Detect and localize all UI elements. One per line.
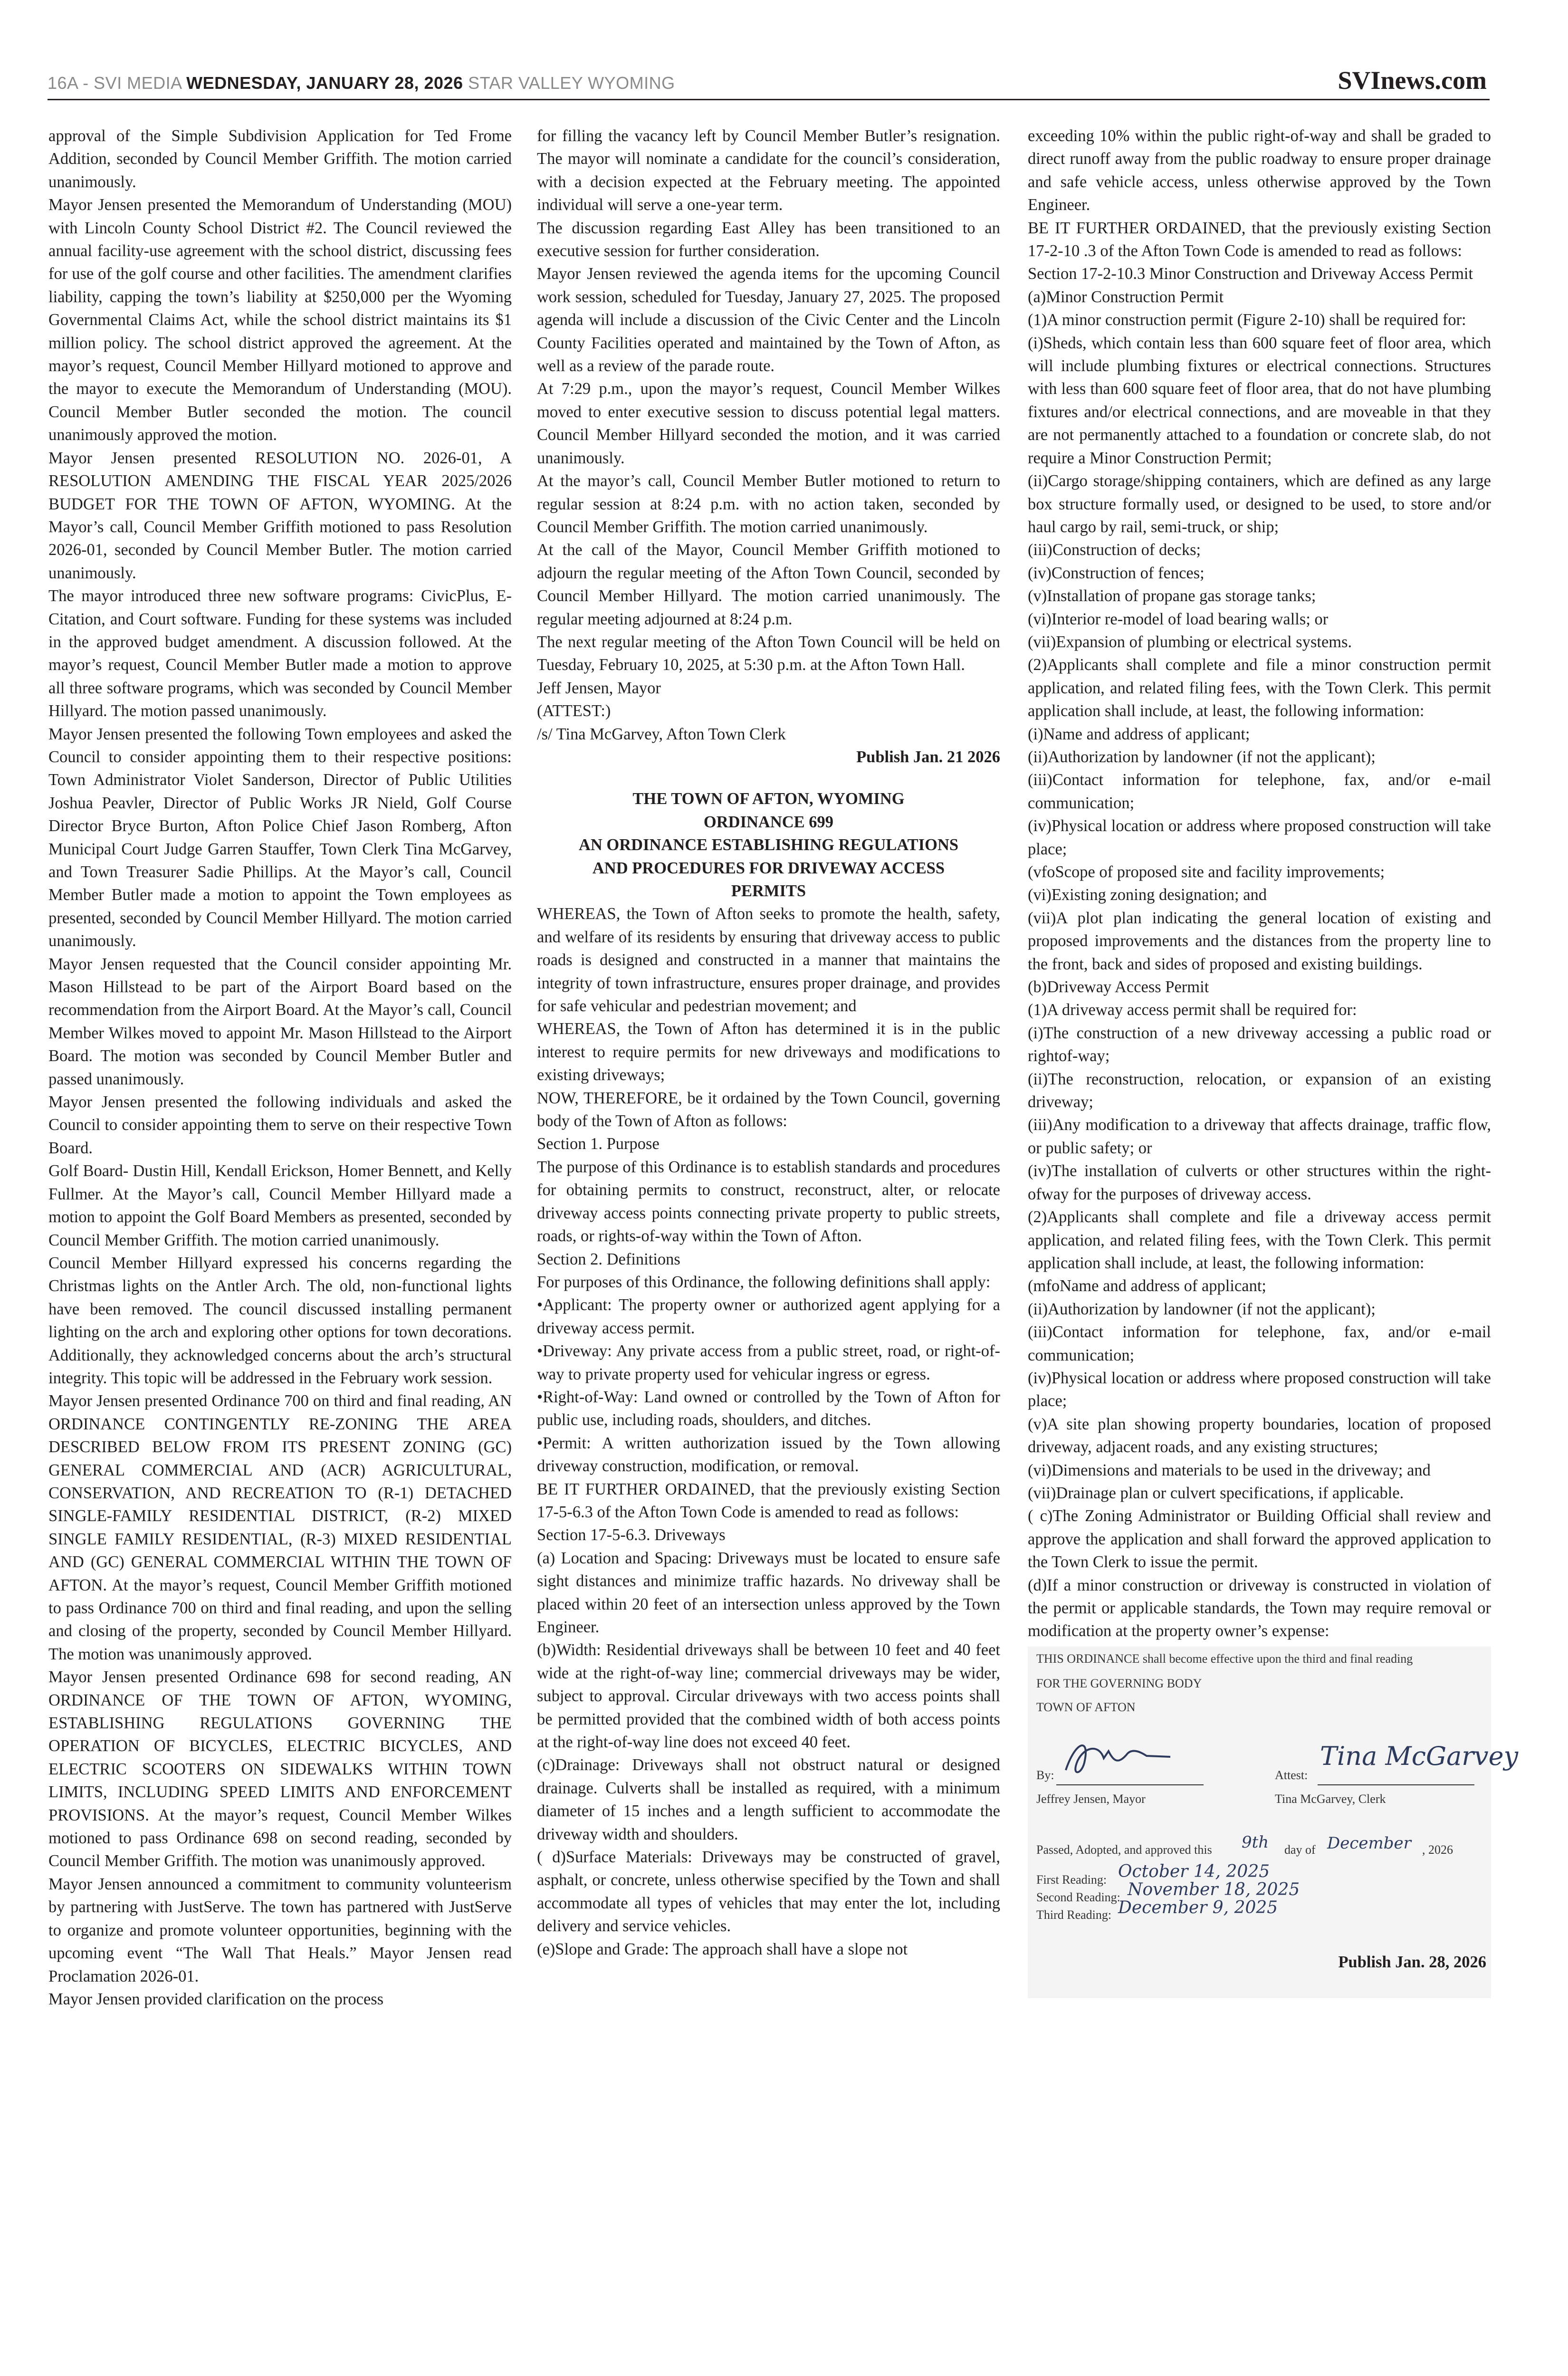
list-item: (iv)Construction of fences; [1028,564,1205,582]
third-reading-label: Third Reading: [1036,1907,1112,1922]
section-title: Section 17-2-10.3 Minor Construction and Driveway Access Permit [1028,265,1473,283]
third-reading-date: December 9, 2025 [1118,1897,1278,1917]
paragraph: (e)Slope and Grade: The approach shall have a slope not [537,1940,908,1958]
paragraph: NOW, THEREFORE, be it ordained by the Town Council, governing body of the Town of Afton as follows: [537,1089,1000,1131]
section-title: Section 17-5-6.3. Driveways [537,1526,726,1544]
paragraph: The mayor introduced three new software programs: CivicPlus, E-Citation, and Court software. Funding for these systems was included in the approved budget amendment. A discussion followed. At the mayor’s request, Council Member Butler made a motion to approve all three software programs, which was seconded by Council Member Hillyard. The motion passed unanimously. [48,587,512,720]
definition-item: •Driveway: Any private access from a public street, road, or right-of-way to private property used for vehicular ingress or egress. [537,1342,1000,1383]
publish-notice: Publish Jan. 28, 2026 [1338,1953,1486,1971]
paragraph: Mayor Jensen presented the following Town employees and asked the Council to consider appointing them to their respective positions: Town Administrator Violet Sanderson, Director of Public Utilities Joshua Peavler, Director of Public Works JR Nield, Golf Course Director Bryce Burton, Afton Police Chief Jason Romberg, Afton Municipal Court Judge Garren Stauffer, Town Clerk Tina McGarvey, and Town Treasurer Sadie Phillips. At the Mayor’s call, Council Member Butler made a motion to appoint the Town employees as presented, seconded by Council Member Hillyard. The motion carried unanimously. [48,725,512,950]
heading-line: THE TOWN OF AFTON, WYOMING [632,790,905,808]
paragraph: Mayor Jensen requested that the Council consider appointing Mr. Mason Hillstead to be part of the Airport Board based on the recommendation from the Airport Board. At the Mayor’s call, Council Member Wilkes moved to appoint Mr. Mason Hillstead to the Airport Board. The motion was seconded by Council Member Butler and passed unanimously. [48,955,512,1088]
town-label: TOWN OF AFTON [1036,1700,1136,1714]
paragraph: for filling the vacancy left by Council Member Butler’s resignation. The mayor will nominate a candidate for the council’s consideration, with a decision expected at the February meeting. The appointed individual will serve a one-year term. [537,127,1000,214]
clerk-line: /s/ Tina McGarvey, Afton Town Clerk [537,725,786,743]
list-item: (vfoScope of proposed site and facility improvements; [1028,863,1385,881]
list-item: (vi)Dimensions and materials to be used in the driveway; and [1028,1461,1431,1479]
list-item: (vi)Interior re-model of load bearing walls; or [1028,610,1329,628]
section-title: Section 1. Purpose [537,1135,660,1153]
paragraph: (2)Applicants shall complete and file a driveway access permit application, and related filing fees, with the Town Clerk. This permit application shall include, at least, the following information: [1028,1208,1491,1272]
paragraph: (b)Width: Residential driveways shall be between 10 feet and 40 feet wide at the right-of-way line; commercial driveways may be wider, subject to approval. Circular driveways with two access points shall be permitted provided that the combined width of both access points at the right-of-way line does not exceed 40 feet. [537,1641,1000,1752]
paragraph: Golf Board- Dustin Hill, Kendall Erickson, Homer Bennett, and Kelly Fullmer. At the Mayor’s call, Council Member Hillyard made a motion to appoint the Golf Board Members as presented, seconded by Council Member Griffith. The motion carried unanimously. [48,1162,512,1249]
publish-notice: Publish Jan. 21 2026 [856,747,1000,766]
attest-label: Attest: [1275,1768,1308,1782]
paragraph: The purpose of this Ordinance is to establish standards and procedures for obtaining permits to construct, reconstruct, alter, or relocate driveway access points connecting private property to public streets, roads, or rights-of-way within the Town of Afton. [537,1158,1000,1245]
signature-block [1028,1647,1519,1998]
signer-line: Jeff Jensen, Mayor [537,679,661,697]
paragraph: Mayor Jensen provided clarification on the process [48,1990,384,2008]
list-item: (mfoName and address of applicant; [1028,1277,1266,1295]
passed-day: 9th [1242,1832,1269,1852]
effective-clause: THIS ORDINANCE shall become effective upon the third and final reading [1036,1651,1413,1666]
section-title: Section 2. Definitions [537,1250,680,1268]
mayor-name: Jeffrey Jensen, Mayor [1036,1792,1146,1806]
list-item: (ii)Authorization by landowner (if not the applicant); [1028,1300,1376,1318]
list-item: (v)A site plan showing property boundaries, location of proposed driveway, adjacent roads, and any existing structures; [1028,1415,1491,1456]
paragraph: BE IT FURTHER ORDAINED, that the previously existing Section 17-2-10 .3 of the Afton Town Code is amended to read as follows: [1028,219,1491,260]
by-label: By: [1036,1768,1054,1782]
passed-prefix: Passed, Adopted, and approved this [1036,1842,1212,1857]
list-item: (i)Name and address of applicant; [1028,725,1250,743]
list-item: (i)Sheds, which contain less than 600 square feet of floor area, which will include plumbing fixtures or electrical connections. Structures with less than 600 square feet of floor area, that do not have plumbing fixtures and/or electrical connections, and are moveable in that they are not permanently attached to a foundation or concrete slab, do not require a Minor Construction Permit; [1028,334,1491,467]
paragraph: Mayor Jensen presented Ordinance 700 on third and final reading, AN ORDINANCE CONTINGENTLY RE-ZONING THE AREA DESCRIBED BELOW FROM ITS PRESENT ZONING (GC) GENERAL COMMERCIAL AND (ACR) AGRICULTURAL, CONSERVATION, AND RECREATION TO (R-1) DETACHED SINGLE-FAMILY RESIDENTIAL DISTRICT, (R-2) MIXED SINGLE FAMILY RESIDENTIAL, (R-3) MIXED RESIDENTIAL AND (GC) GENERAL COMMERCIAL WITHIN THE TOWN OF AFTON. At the mayor’s request, Council Member Griffith motioned to pass Ordinance 700 on third and final reading, and upon the selling and closing of the property, seconded by Council Member Hillyard. The motion was unanimously approved. [48,1392,512,1663]
paragraph: Mayor Jensen presented the following individuals and asked the Council to consider appointing them to serve on their respective Town Board. [48,1093,512,1157]
list-item: (ii)Cargo storage/shipping containers, which are defined as any large box structure formally used, or designed to be used, to store and/or haul cargo by rail, semi-truck, or ship; [1028,472,1491,536]
column-3 [1028,125,1519,1998]
paragraph: BE IT FURTHER ORDAINED, that the previously existing Section 17-5-6.3 of the Afton Town Code is amended to read as follows: [537,1480,1000,1521]
paragraph: Mayor Jensen reviewed the agenda items for the upcoming Council work session, scheduled for Tuesday, January 27, 2025. The proposed agenda will include a discussion of the Civic Center and the Lincoln County Facilities operated and maintained by the Town of Afton, as well as a review of the parade route. [537,265,1000,375]
list-item: (vi)Existing zoning designation; and [1028,886,1267,904]
paragraph: The next regular meeting of the Afton Town Council will be held on Tuesday, February 10, 2025, at 5:30 p.m. at the Afton Town Hall. [537,632,1000,674]
paragraph: Mayor Jensen presented the Memorandum of Understanding (MOU) with Lincoln County School District #2. The Council reviewed the annual facility-use agreement with the school district, discussing fees for use of the golf course and other facilities. The amendment clarifies liability, capping the town’s liability at $250,000 per the Wyoming Governmental Claims Act, while the school district maintains its $1 million policy. The school district approved the agreement. At the mayor’s request, Council Member Hillyard motioned to approve and the mayor to execute the Memorandum of Understanding (MOU). Council Member Butler seconded the motion. The council unanimously approved the motion. [48,196,512,444]
first-reading-label: First Reading: [1036,1872,1107,1887]
list-item: (vii)Drainage plan or culvert specifications, if applicable. [1028,1484,1404,1502]
second-reading-label: Second Reading: [1036,1890,1120,1904]
list-item: (iii)Any modification to a driveway that affects drainage, traffic flow, or public safety; or [1028,1116,1491,1157]
paragraph: (1)A driveway access permit shall be required for: [1028,1001,1357,1019]
mayor-signature [1056,1732,1185,1784]
paragraph: approval of the Simple Subdivision Application for Ted Frome Addition, seconded by Council Member Griffith. The motion carried unanimously. [48,127,512,191]
paragraph: Mayor Jensen presented RESOLUTION NO. 2026-01, A RESOLUTION AMENDING THE FISCAL YEAR 2025/2026 BUDGET FOR THE TOWN OF AFTON, WYOMING. At the Mayor’s call, Council Member Griffith motioned to pass Resolution 2026-01, seconded by Council Member Butler. The motion carried unanimously. [48,449,512,582]
paragraph: (c)Drainage: Driveways shall not obstruct natural or designed drainage. Culverts shall be installed as required, with a minimum diameter of 15 inches and a length sufficient to accommodate the driveway width and shoulders. [537,1756,1000,1843]
list-item: (v)Installation of propane gas storage tanks; [1028,587,1316,605]
paragraph: (a) Location and Spacing: Driveways must be located to ensure safe sight distances and minimize traffic hazards. No driveway shall be placed within 20 feet of an intersection unless approved by the Town Engineer. [537,1549,1000,1636]
column-1 [48,125,512,2011]
publication-location: STAR VALLEY WYOMING [468,73,675,93]
heading-line: PERMITS [731,882,806,900]
list-item: (vii)A plot plan indicating the general location of existing and proposed improvements and the distances from the property line to the front, back and sides of proposed and existing buildings. [1028,909,1491,973]
paragraph: (1)A minor construction permit (Figure 2-10) shall be required for: [1028,311,1466,329]
governing-body-label: FOR THE GOVERNING BODY [1036,1676,1202,1690]
paragraph: At the call of the Mayor, Council Member Griffith motioned to adjourn the regular meeting of the Afton Town Council, seconded by Council Member Hillyard. The motion carried unanimously. The regular meeting adjourned at 8:24 p.m. [537,541,1000,628]
ordinance-heading [537,787,1000,902]
passed-month: December [1327,1833,1411,1853]
list-item: (iv)The installation of culverts or other structures within the right-ofway for the purposes of driveway access. [1028,1162,1491,1203]
paragraph: WHEREAS, the Town of Afton seeks to promote the health, safety, and welfare of its residents by ensuring that driveway access to public roads is designed and constructed in a manner that maintains the integrity of town infrastructure, ensures proper drainage, and provides for safe vehicular and pedestrian movement; and [537,905,1000,1016]
list-item: (iv)Physical location or address where proposed construction will take place; [1028,817,1491,858]
first-reading-date: October 14, 2025 [1118,1861,1270,1881]
list-item: (iii)Contact information for telephone, fax, and/or e-mail communication; [1028,1323,1491,1364]
second-reading-date: November 18, 2025 [1128,1879,1300,1899]
list-item: (vii)Expansion of plumbing or electrical systems. [1028,632,1352,651]
passed-mid: day of [1284,1842,1316,1857]
definition-item: •Applicant: The property owner or authorized agent applying for a driveway access permit. [537,1296,1000,1337]
heading-line: AND PROCEDURES FOR DRIVEWAY ACCESS [592,859,945,877]
definition-item: •Right-of-Way: Land owned or controlled by the Town of Afton for public use, including roads, shoulders, and ditches. [537,1388,1000,1429]
column-2 [537,125,1000,1961]
list-item: (i)The construction of a new driveway accessing a public road or rightof-way; [1028,1024,1491,1065]
paragraph: Mayor Jensen presented Ordinance 698 for second reading, AN ORDINANCE OF THE TOWN OF AFTON, WYOMING, ESTABLISHING REGULATIONS GOVERNING THE OPERATION OF BICYCLES, ELECTRIC BICYCLES, AND ELECTRIC SCOOTERS ON SIDEWALKS WITHIN TOWN LIMITS, INCLUDING SPEED LIMITS AND ENFORCEMENT PROVISIONS. At the mayor’s request, Council Member Wilkes motioned to pass Ordinance 698 on second reading, seconded by Council Member Griffith. The motion was unanimously approved. [48,1668,512,1870]
list-item: (ii)The reconstruction, relocation, or expansion of an existing driveway; [1028,1070,1491,1111]
subsection-title: (b)Driveway Access Permit [1028,978,1209,996]
paragraph: ( c)The Zoning Administrator or Building Official shall review and approve the application and shall forward the approved application to the Town Clerk to issue the permit. [1028,1507,1491,1571]
list-item: (ii)Authorization by landowner (if not the applicant); [1028,747,1376,766]
list-item: (iii)Construction of decks; [1028,541,1201,559]
clerk-signature-line [1318,1784,1474,1785]
paragraph: Council Member Hillyard expressed his concerns regarding the Christmas lights on the Antler Arch. The old, non-functional lights have been removed. The council discussed installing permanent lighting on the arch and exploring other options for town decorations. Additionally, they acknowledged concerns about the arch’s structural integrity. This topic will be addressed in the February work session. [48,1254,512,1387]
paragraph: (d)If a minor construction or driveway is constructed in violation of the permit or applicable standards, the Town may require removal or modification at the property owner’s expense: [1028,1576,1491,1640]
paragraph: (2)Applicants shall complete and file a minor construction permit application, and related filing fees, with the Town Clerk. This permit application shall include, at least, the following information: [1028,656,1491,720]
paragraph: WHEREAS, the Town of Afton has determined it is in the public interest to require permits for new driveways and modifications to existing driveways; [537,1020,1000,1084]
clerk-signature: Tina McGarvey [1320,1741,1519,1771]
list-item: (iv)Physical location or address where proposed construction will take place; [1028,1369,1491,1410]
heading-line: ORDINANCE 699 [703,813,834,831]
paragraph: Mayor Jensen announced a commitment to community volunteerism by partnering with JustServe. The town has partnered with JustServe to organize and promote volunteer opportunities, beginning with the upcoming event “The Wall That Heals.” Mayor Jensen read Proclamation 2026-01. [48,1875,512,1985]
mayor-signature-line [1056,1784,1204,1785]
masthead-info [48,73,675,93]
paragraph: At the mayor’s call, Council Member Butler motioned to return to regular session at 8:24 p.m. with no action taken, seconded by Council Member Griffith. The motion carried unanimously. [537,472,1000,536]
paragraph: ( d)Surface Materials: Driveways may be constructed of gravel, asphalt, or concrete, unless otherwise specified by the Town and shall accommodate all types of vehicles that may enter the lot, including delivery and service vehicles. [537,1848,1000,1935]
passed-year: , 2026 [1422,1842,1453,1857]
list-item: (iii)Contact information for telephone, fax, and/or e-mail communication; [1028,771,1491,812]
paragraph: At 7:29 p.m., upon the mayor’s request, Council Member Wilkes moved to enter executive session to discuss potential legal matters. Council Member Hillyard seconded the motion, and it was carried unanimously. [537,380,1000,467]
attest-line: (ATTEST:) [537,702,611,720]
subsection-title: (a)Minor Construction Permit [1028,287,1224,306]
paragraph: exceeding 10% within the public right-of-way and shall be graded to direct runoff away from the public roadway to ensure proper drainage and safe vehicle access, unless otherwise approved by the Town Engineer. [1028,127,1491,214]
issue-date: WEDNESDAY, JANUARY 28, 2026 [186,73,463,93]
page-section: 16A - SVI MEDIA [48,73,182,93]
definition-item: •Permit: A written authorization issued by the Town allowing driveway construction, modification, or removal. [537,1434,1000,1475]
site-name: SVInews.com [1338,66,1487,95]
masthead [48,61,1490,100]
clerk-name: Tina McGarvey, Clerk [1275,1792,1386,1806]
paragraph: The discussion regarding East Alley has been transitioned to an executive session for further consideration. [537,219,1000,260]
heading-line: AN ORDINANCE ESTABLISHING REGULATIONS [578,836,959,854]
paragraph: For purposes of this Ordinance, the following definitions shall apply: [537,1273,991,1291]
